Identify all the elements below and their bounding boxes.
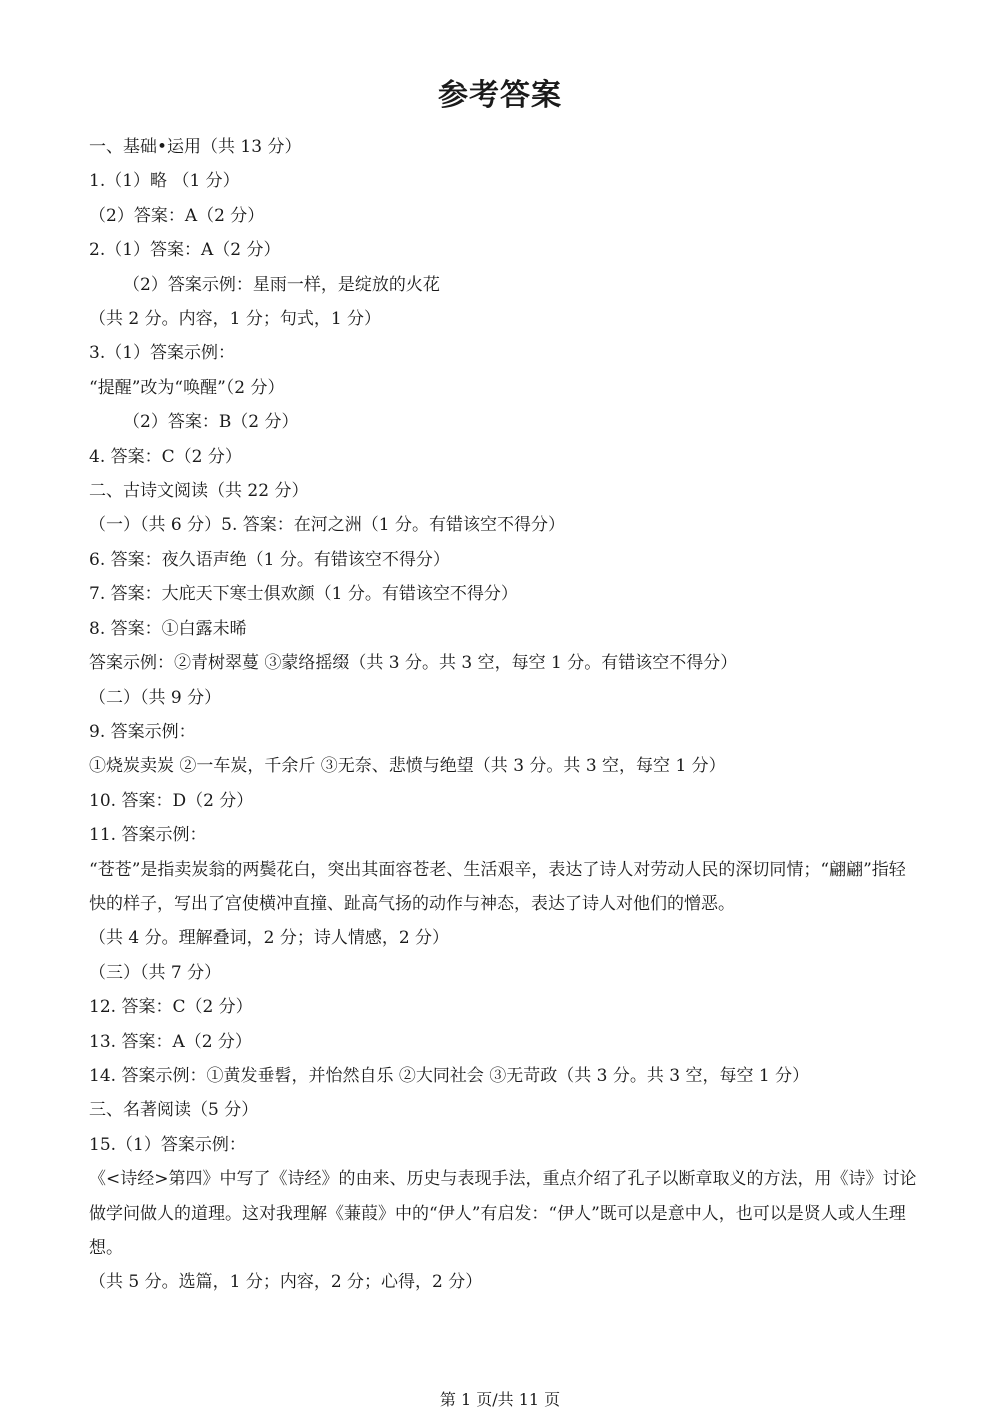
answer-line: （2）答案：A（2 分）: [89, 205, 265, 226]
answer-line: 11. 答案示例：: [89, 825, 207, 846]
section-heading: 一、基础•运用（共 13 分）: [89, 137, 302, 157]
answer-line: 13. 答案：A（2 分）: [89, 1031, 252, 1052]
answer-line: 4. 答案：C（2 分）: [89, 446, 242, 467]
answer-line: 6. 答案：夜久语声绝（1 分。有错该空不得分）: [89, 549, 450, 570]
answer-line: ①烧炭卖炭 ②一车炭，千余斤 ③无奈、悲愤与绝望（共 3 分。共 3 空，每空 1 分）: [89, 756, 726, 777]
answer-line: （共 2 分。内容，1 分；句式，1 分）: [89, 309, 382, 330]
answer-line: 8. 答案：①白露未晞: [89, 618, 247, 639]
answer-line: 2.（1）答案：A（2 分）: [89, 240, 281, 261]
answer-line: （共 4 分。理解叠词，2 分；诗人情感，2 分）: [89, 928, 450, 949]
answer-content: [89, 130, 919, 1300]
answer-line: 14. 答案示例：①黄发垂髫，并怡然自乐 ②大同社会 ③无苛政（共 3 分。共 3 空，每空 1 分）: [89, 1065, 810, 1086]
answer-line: （共 5 分。选篇，1 分；内容，2 分；心得，2 分）: [89, 1272, 483, 1293]
section-heading: 二、古诗文阅读（共 22 分）: [89, 481, 309, 502]
answer-line: （一）（共 6 分）5. 答案：在河之洲（1 分。有错该空不得分）: [89, 515, 565, 536]
page-title: 参考答案: [438, 78, 562, 113]
answer-paragraph: 《<诗经>第四》中写了《诗经》的由来、历史与表现手法，重点介绍了孔子以断章取义的方法，用《诗》讨论做学问做人的道理。这对我理解《蒹葭》中的“伊人”有启发：“伊人”既可以是意中人，也可以是贤人或人生理想。: [89, 1169, 917, 1258]
subsection-heading: （三）（共 7 分）: [89, 962, 222, 983]
answer-line: 1.（1）略 （1 分）: [89, 171, 240, 192]
answer-line: 15.（1）答案示例：: [89, 1134, 246, 1155]
answer-line: “提醒”改为“唤醒”（2 分）: [89, 377, 285, 398]
answer-line: 答案示例：②青树翠蔓 ③蒙络摇缀（共 3 分。共 3 空，每空 1 分。有错该空不得分）: [89, 653, 738, 674]
answer-line: （2）答案：B（2 分）: [123, 412, 299, 433]
page-footer: 第 1 页/共 11 页: [439, 1390, 561, 1409]
answer-line: （2）答案示例：星雨一样，是绽放的火花: [123, 274, 440, 295]
answer-line: 7. 答案：大庇天下寒士俱欢颜（1 分。有错该空不得分）: [89, 584, 518, 605]
section-heading: 三、名著阅读（5 分）: [89, 1100, 259, 1121]
answer-line: 9. 答案示例：: [89, 721, 196, 742]
answer-line: 12. 答案：C（2 分）: [89, 997, 253, 1018]
answer-line: 3.（1）答案示例：: [89, 343, 236, 364]
answer-paragraph: “苍苍”是指卖炭翁的两鬓花白，突出其面容苍老、生活艰辛，表达了诗人对劳动人民的深切同情；“翩翩”指轻快的样子，写出了宫使横冲直撞、趾高气扬的动作与神态，表达了诗人对他们的憎恶。: [89, 859, 906, 914]
subsection-heading: （二）（共 9 分）: [89, 687, 222, 708]
answer-line: 10. 答案：D（2 分）: [89, 790, 254, 811]
